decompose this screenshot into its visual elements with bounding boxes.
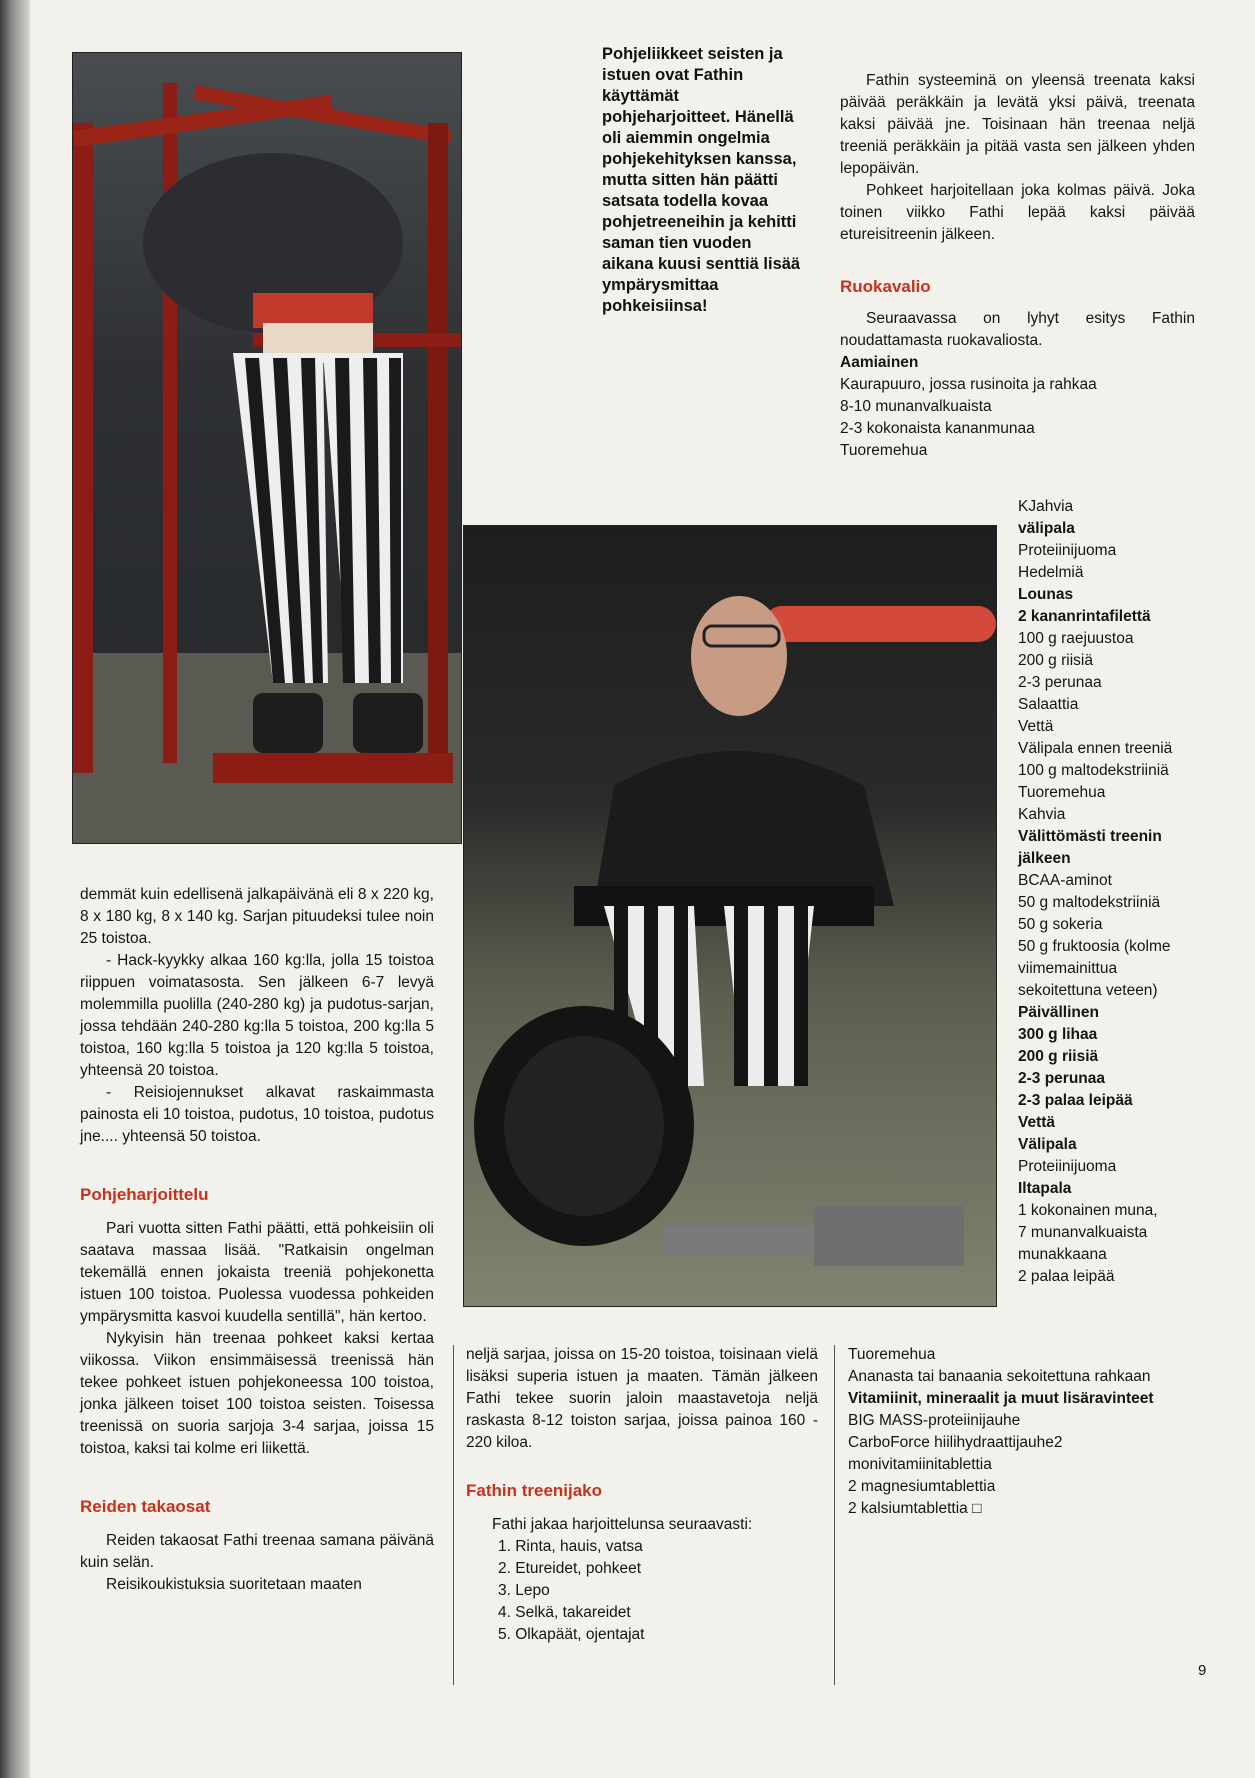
- paragraph: Pari vuotta sitten Fathi päätti, että pohkeisiin oli saatava massaa lisää. "Ratkaisin ongelman tekemällä ennen jokaista treeniä pohjekonetta istuen 100 toistoa. Puolessa vuodessa pohkeiden ympärysmitta kasvoi kuudella sentillä", hän kertoo.: [80, 1220, 434, 1325]
- paragraph: Fathin systeeminä on yleensä treenata kaksi päivää peräkkäin ja levätä yksi päivä, treenata kaksi päivää jne. Toisinaan hän treenaa neljä treeniä peräkkäin ja pitää vasta sen jälkeen yhden lepopäivän.: [840, 72, 1195, 177]
- paragraph: demmät kuin edellisenä jalkapäivänä eli 8 x 220 kg, 8 x 180 kg, 8 x 140 kg. Sarjan pituudeksi tulee noin 25 toistoa.: [80, 886, 434, 947]
- menu-line: 300 g lihaa: [1018, 1026, 1098, 1043]
- menu-line: Vettä: [1018, 1114, 1056, 1131]
- menu-line: Välittömästi treenin jälkeen: [1018, 828, 1162, 867]
- column-bottom-right: [848, 1344, 1203, 1520]
- column-top-right: [840, 70, 1195, 462]
- list-item: 1. Rinta, hauis, vatsa: [498, 1538, 643, 1555]
- menu-line: 2-3 perunaa: [1018, 674, 1102, 691]
- list-item: 4. Selkä, takareidet: [498, 1604, 631, 1621]
- section-heading-ruokavalio: Ruokavalio: [840, 277, 931, 296]
- column-rule: [834, 1345, 835, 1685]
- menu-item: Kaurapuuro, jossa rusinoita ja rahkaa: [840, 376, 1097, 393]
- paragraph: Fathi jakaa harjoittelunsa seuraavasti:: [492, 1516, 753, 1533]
- menu-line: 200 g riisiä: [1018, 652, 1093, 669]
- menu-line: BIG MASS-proteiinijauhe: [848, 1412, 1021, 1429]
- menu-line: 50 g sokeria: [1018, 916, 1103, 933]
- paragraph: - Reisiojennukset alkavat raskaimmasta painosta eli 10 toistoa, pudotus, 10 toistoa, pudotus jne.... yhteensä 50 toistoa.: [80, 1084, 434, 1145]
- menu-line: 7 munanvalkuaista: [1018, 1224, 1148, 1241]
- menu-line: Välipala ennen treeniä: [1018, 740, 1173, 757]
- list-item: 2. Etureidet, pohkeet: [498, 1560, 642, 1577]
- section-heading-pohjeharjoittelu: Pohjeharjoittelu: [80, 1185, 209, 1204]
- paragraph: neljä sarjaa, joissa on 15-20 toistoa, toisinaan vielä lisäksi superia istuen ja maaten. Tämän jälkeen Fathi tekee suorin jaloin maastavetoja neljä raskasta 8-12 toiston sarjaa, joissa painoa 160 - 220 kiloa.: [466, 1346, 818, 1451]
- menu-line: 2-3 perunaa: [1018, 1070, 1106, 1087]
- menu-item: Tuoremehua: [840, 442, 928, 459]
- menu-line: Ananasta tai banaania sekoitettuna rahkaan: [848, 1368, 1151, 1385]
- menu-line: munakkaana: [1018, 1246, 1107, 1263]
- menu-line: Välipala: [1018, 1136, 1077, 1153]
- menu-line: monivitamiinitablettia: [848, 1456, 992, 1473]
- paragraph: Pohkeet harjoitellaan joka kolmas päivä. Joka toinen viikko Fathi lepää kaksi päivää etureisitreenin jälkeen.: [840, 182, 1195, 243]
- paragraph: - Hack-kyykky alkaa 160 kg:lla, jolla 15 toistoa riippuen voimatasosta. Sen jälkeen 6-7 levyä molemmilla puolilla (240-280 kg) ja pudotus-sarjan, jossa tehdään 240-280 kg:lla 5 toistoa, 200 kg:lla 5 toistoa, 160 kg:lla 5 toistoa ja 120 kg:lla 5 toistoa, yhteensä 20 toistoa.: [80, 952, 434, 1079]
- column-rule: [453, 1345, 454, 1685]
- section-heading-reiden-takaosat: Reiden takaosat: [80, 1497, 211, 1516]
- menu-line: 1 kokonainen muna,: [1018, 1202, 1158, 1219]
- menu-line: 2-3 palaa leipää: [1018, 1092, 1133, 1109]
- section-heading-treenijako: Fathin treenijako: [466, 1481, 603, 1500]
- photo-standing-calf-raise: [72, 52, 462, 844]
- paragraph: Reisikoukistuksia suoritetaan maaten: [106, 1576, 362, 1593]
- list-item: 3. Lepo: [498, 1582, 550, 1599]
- menu-line: Proteiinijuoma: [1018, 1158, 1117, 1175]
- menu-line: välipala: [1018, 520, 1075, 537]
- list-item: 5. Olkapäät, ojentajat: [498, 1626, 645, 1643]
- menu-line: Kahvia: [1018, 806, 1066, 823]
- menu-line: 2 magnesiumtablettia: [848, 1478, 996, 1495]
- menu-line: Iltapala: [1018, 1180, 1072, 1197]
- photo-seated-calf-raise: [463, 525, 997, 1307]
- meal-title-aamiainen: Aamiainen: [840, 354, 919, 371]
- seated-calf-raise-illustration: [464, 526, 996, 1306]
- standing-calf-raise-illustration: [73, 53, 461, 843]
- menu-line: 2 kalsiumtablettia □: [848, 1500, 982, 1517]
- photo-caption: Pohjeliikkeet seisten ja istuen ovat Fathin käyttämät pohjeharjoitteet. Hänellä oli aiemmin ongelmia pohjekehityksen kanssa, mutta sitten hän päätti satsata todella kovaa pohjetreeneihin ja kehitti saman tien vuoden aikana kuusi senttiä lisää ympärysmittaa pohkeisiinsa!: [602, 45, 801, 315]
- menu-line: 50 g maltodekstriiniä: [1018, 894, 1161, 911]
- menu-line: KJahvia: [1018, 498, 1074, 515]
- menu-line: 2 palaa leipää: [1018, 1268, 1115, 1285]
- page-number: 9: [1198, 1662, 1207, 1679]
- menu-line: 50 g fruktoosia (kolme viimemainittua sekoitettuna veteen): [1018, 938, 1171, 999]
- menu-line: BCAA-aminot: [1018, 872, 1112, 889]
- menu-line: Hedelmiä: [1018, 564, 1084, 581]
- page-spine-shadow: [0, 0, 30, 1778]
- paragraph: Seuraavassa on lyhyt esitys Fathin noudattamasta ruokavaliosta.: [840, 310, 1195, 349]
- menu-line: 2 kananrintafilettä: [1018, 608, 1151, 625]
- menu-line: 100 g maltodekstriiniä: [1018, 762, 1169, 779]
- menu-item: 2-3 kokonaista kananmunaa: [840, 420, 1035, 437]
- menu-line: 200 g riisiä: [1018, 1048, 1099, 1065]
- menu-line: Tuoremehua: [848, 1346, 936, 1363]
- column-left: [80, 884, 434, 1596]
- menu-line: Proteiinijuoma: [1018, 542, 1117, 559]
- column-diet-list: [1018, 496, 1200, 1288]
- menu-line: Vitamiinit, mineraalit ja muut lisäravinteet: [848, 1390, 1154, 1407]
- menu-line: Salaattia: [1018, 696, 1079, 713]
- menu-line: CarboForce hiilihydraattijauhe2: [848, 1434, 1063, 1451]
- menu-line: Tuoremehua: [1018, 784, 1106, 801]
- menu-item: 8-10 munanvalkuaista: [840, 398, 992, 415]
- menu-line: Päivällinen: [1018, 1004, 1099, 1021]
- menu-line: Vettä: [1018, 718, 1054, 735]
- paragraph: Nykyisin hän treenaa pohkeet kaksi kertaa viikossa. Viikon ensimmäisessä treenissä hän tekee pohkeet istuen pohjekoneessa 100 toistoa, jonka jälkeen toiset 100 toistoa seisten. Toisessa treenissä on suoria sarjoja 3-4 sarjaa, joissa 15 toistoa, kaksi tai kolme eri liikettä.: [80, 1330, 434, 1457]
- menu-line: Lounas: [1018, 586, 1074, 603]
- paragraph: Reiden takaosat Fathi treenaa samana päivänä kuin selän.: [80, 1532, 434, 1571]
- column-middle: [466, 1344, 818, 1646]
- menu-line: 100 g raejuustoa: [1018, 630, 1134, 647]
